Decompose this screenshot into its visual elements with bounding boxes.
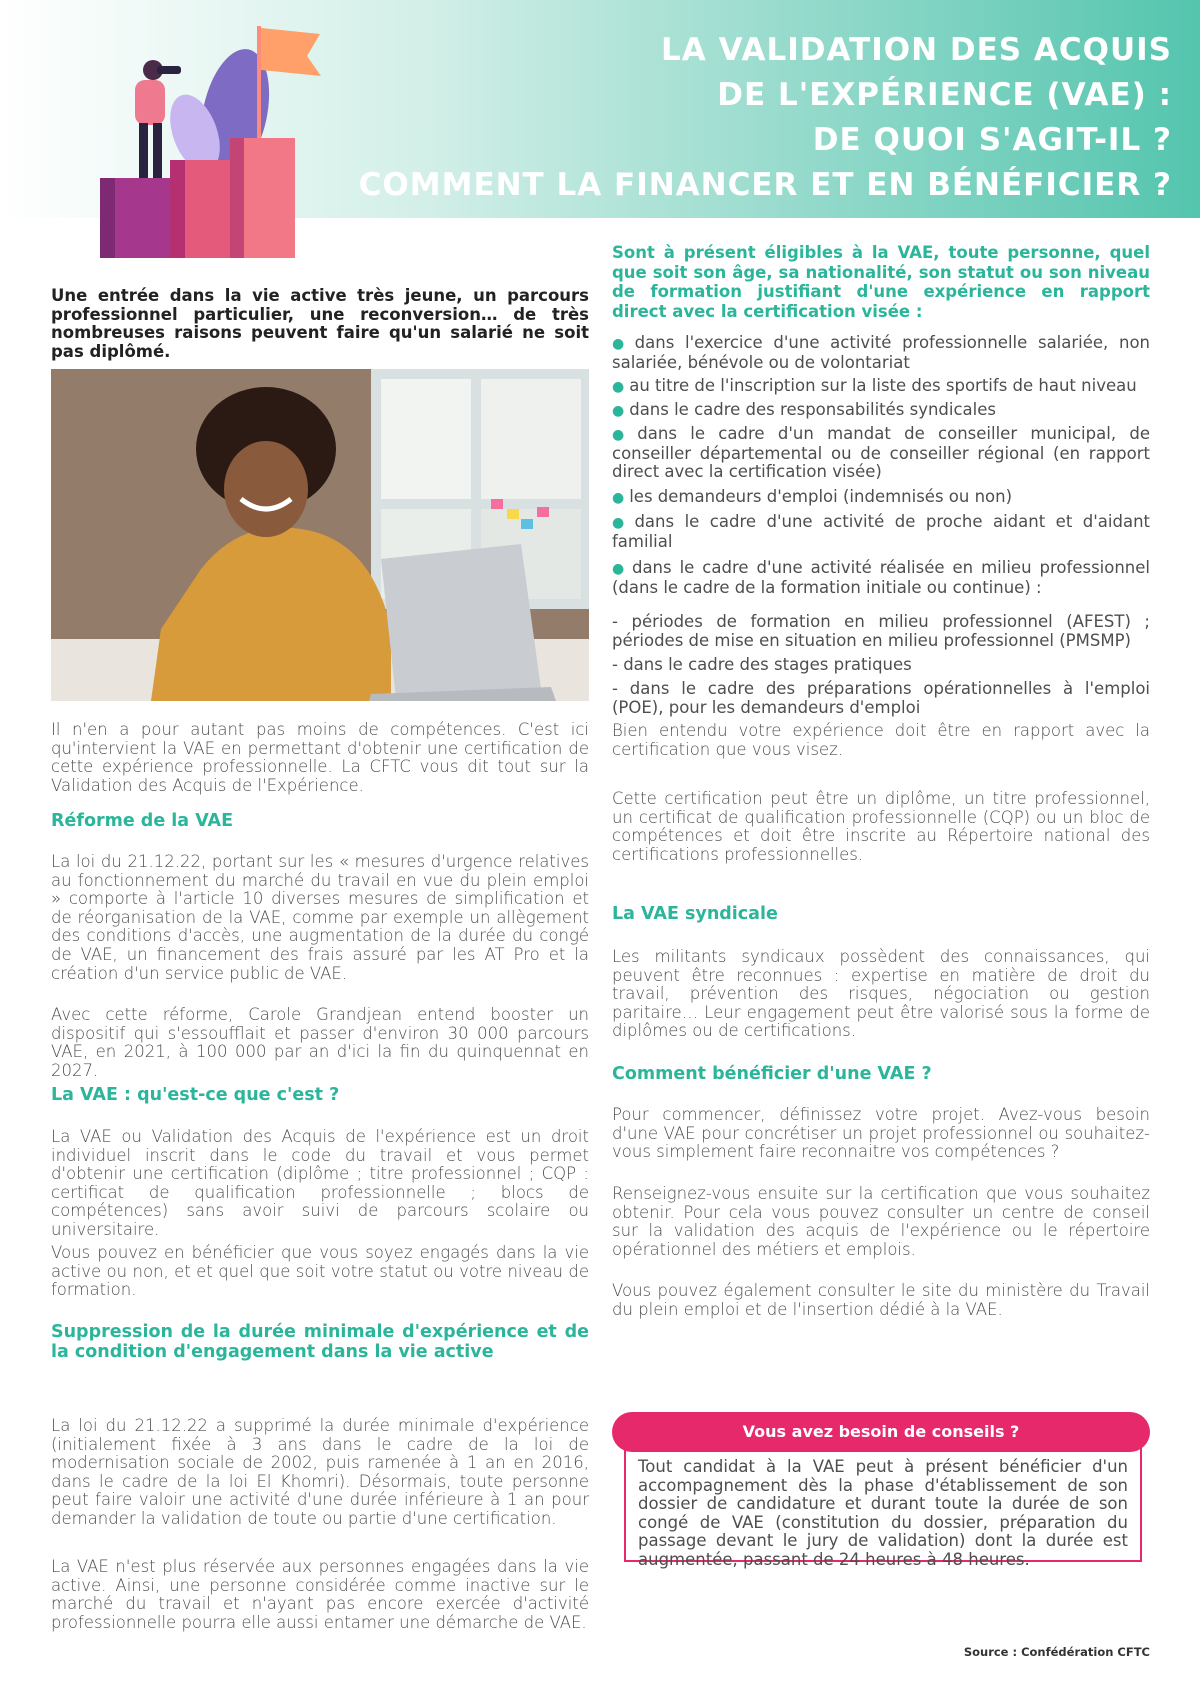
heading-reforme: Réforme de la VAE bbox=[51, 811, 234, 831]
bullet-dot-icon: ● bbox=[612, 403, 625, 419]
bien-entendu-paragraph: Bien entendu votre expérience doit être en rapport avec la certification que vous visez. bbox=[612, 721, 1150, 759]
dash-item: - dans le cadre des stages pratiques bbox=[612, 655, 912, 674]
advice-box-text: Tout candidat à la VAE peut à présent bénéficier d'un accompagnement dès la phase d'établissement de son dossier de candidature et durant toute la durée de son congé de VAE (constitution du dossier, préparation du passage devant le jury de validation) dont la durée est augmentée, passant de 24 heures à 48 heures. bbox=[638, 1457, 1128, 1569]
bullet-dot-icon: ● bbox=[612, 336, 630, 352]
bullet-dot-icon: ● bbox=[612, 379, 625, 395]
heading-suppression: Suppression de la durée minimale d'expérience et de la condition d'engagement dans la vie active bbox=[51, 1322, 589, 1362]
career-illustration bbox=[95, 18, 335, 278]
title-line: DE L'EXPÉRIENCE (VAE) : bbox=[717, 77, 1172, 113]
intro-body: Il n'en a pour autant pas moins de compétences. C'est ici qu'intervient la VAE en permettant d'obtenir une certification de cette expérience professionnelle. La CFTC vous dit tout sur la Validation des Acquis de l'Expérience. bbox=[51, 720, 589, 795]
bullet-dot-icon: ● bbox=[612, 561, 627, 577]
title-line: DE QUOI S'AGIT-IL ? bbox=[812, 122, 1172, 158]
heading-syndicale: La VAE syndicale bbox=[612, 904, 778, 924]
dash-item: - dans le cadre des préparations opérationnelles à l'emploi (POE), pour les demandeurs d'emploi bbox=[612, 679, 1150, 717]
beneficier-paragraph-1: Pour commencer, définissez votre projet. Avez-vous besoin d'une VAE pour concrétiser un projet professionnel ou souhaitez-vous simplement faire reconnaitre vos compétences ? bbox=[612, 1105, 1150, 1162]
bullet-dot-icon: ● bbox=[612, 490, 625, 506]
woman-laptop-photo bbox=[51, 369, 589, 701]
bullet-dot-icon: ● bbox=[612, 515, 630, 531]
heading-beneficier: Comment bénéficier d'une VAE ? bbox=[612, 1064, 932, 1084]
eligibility-bullet: ● dans le cadre des responsabilités syndicales bbox=[612, 400, 997, 419]
eligibility-bullet: ● au titre de l'inscription sur la liste des sportifs de haut niveau bbox=[612, 376, 1137, 395]
quest-paragraph-1: La VAE ou Validation des Acquis de l'expérience est un droit individuel inscrit dans le code du travail et vous permet d'obtenir une certification (diplôme ; titre professionnel ; CQP : certificat de qualification professionnelle ; blocs de compétences) sans avoir suivi de parcours scolaire ou universitaire. bbox=[51, 1127, 589, 1239]
suppression-paragraph-1: La loi du 21.12.22 a supprimé la durée minimale d'expérience (initialement fixée à 3 ans dans le cadre de la loi de modernisation sociale de 2002, puis ramenée à 1 an en 2016, dans le cadre de la loi El Khomri). Désormais, toute personne peut faire valoir une activité d'une durée inférieure à 1 an pour demander la validation de toute ou partie d'une certification. bbox=[51, 1416, 589, 1528]
page-title bbox=[359, 28, 1172, 208]
eligibility-bullet: ● dans le cadre d'une activité réalisée en milieu professionnel (dans le cadre de la formation initiale ou continue) : bbox=[612, 558, 1150, 597]
eligibility-bullet: ● dans l'exercice d'une activité professionnelle salariée, non salariée, bénévole ou de volontariat bbox=[612, 333, 1150, 372]
eligibility-bullet: ● les demandeurs d'emploi (indemnisés ou non) bbox=[612, 487, 1013, 506]
reforme-paragraph-1: La loi du 21.12.22, portant sur les « mesures d'urgence relatives au fonctionnement du marché du travail en vue du plein emploi » comporte à l'article 10 diverses mesures de simplification et de réorganisation de la VAE, comme par exemple un allègement des conditions d'accès, une augmentation de la durée du congé de VAE, un financement des frais assuré par les AT Pro et la création d'un service public de VAE. bbox=[51, 852, 589, 983]
advice-box-title: Vous avez besoin de conseils ? bbox=[612, 1412, 1150, 1452]
title-line: LA VALIDATION DES ACQUIS bbox=[661, 32, 1172, 68]
syndicale-paragraph: Les militants syndicaux possèdent des connaissances, qui peuvent être reconnues : expertise en matière de droit du travail, prévention des risques, négociation ou gestion paritaire… Leur engagement peut être valorisé sous la forme de diplômes ou de certifications. bbox=[612, 947, 1150, 1041]
eligibility-bullet: ● dans le cadre d'une activité de proche aidant et d'aidant familial bbox=[612, 512, 1150, 551]
certification-paragraph: Cette certification peut être un diplôme, un titre professionnel, un certificat de qualification professionnelle (CQP) ou un bloc de compétences et doit être inscrite au Répertoire national des certifications professionnelles. bbox=[612, 789, 1150, 864]
title-line: COMMENT LA FINANCER ET EN BÉNÉFICIER ? bbox=[358, 167, 1172, 203]
quest-paragraph-2: Vous pouvez en bénéficier que vous soyez engagés dans la vie active ou non, et et quel que soit votre statut ou votre niveau de formation. bbox=[51, 1243, 589, 1300]
advice-box bbox=[624, 1440, 1142, 1569]
eligibility-intro: Sont à présent éligibles à la VAE, toute personne, quel que soit son âge, sa nationalité, son statut ou son niveau de formation justifiant d'une expérience en rapport direct avec la certification visée : bbox=[612, 243, 1150, 321]
suppression-paragraph-2: La VAE n'est plus réservée aux personnes engagées dans la vie active. Ainsi, une personne considérée comme inactive sur le marché du travail et n'ayant pas encore exercée d'activité professionnelle pourra elle aussi entamer une démarche de VAE. bbox=[51, 1557, 589, 1632]
eligibility-bullet: ● dans le cadre d'un mandat de conseiller municipal, de conseiller départemental ou de conseiller régional (en rapport direct avec la certification visée) bbox=[612, 424, 1151, 482]
beneficier-paragraph-3: Vous pouvez également consulter le site du ministère du Travail du plein emploi et de l'insertion dédié à la VAE. bbox=[612, 1281, 1150, 1319]
reforme-paragraph-2: Avec cette réforme, Carole Grandjean entend booster un dispositif qui s'essoufflait et passer d'environ 30 000 parcours VAE, en 2021, à 100 000 par an d'ici la fin du quinquennat en 2027. bbox=[51, 1005, 589, 1080]
intro-paragraph: Une entrée dans la vie active très jeune, un parcours professionnel particulier, une reconversion… de très nombreuses raisons peuvent faire qu'un salarié ne soit pas diplômé. bbox=[51, 286, 589, 361]
source-credit: Source : Confédération CFTC bbox=[963, 1645, 1150, 1659]
beneficier-paragraph-2: Renseignez-vous ensuite sur la certification que vous souhaitez obtenir. Pour cela vous pouvez consulter un centre de conseil sur la validation des acquis de l'expérience ou le répertoire opérationnel des métiers et emplois. bbox=[612, 1184, 1150, 1259]
heading-quest: La VAE : qu'est-ce que c'est ? bbox=[51, 1085, 340, 1105]
bullet-dot-icon: ● bbox=[612, 427, 633, 443]
dash-item: - périodes de formation en milieu professionnel (AFEST) ; périodes de mise en situation en milieu professionnel (PMSMP) bbox=[612, 612, 1150, 650]
